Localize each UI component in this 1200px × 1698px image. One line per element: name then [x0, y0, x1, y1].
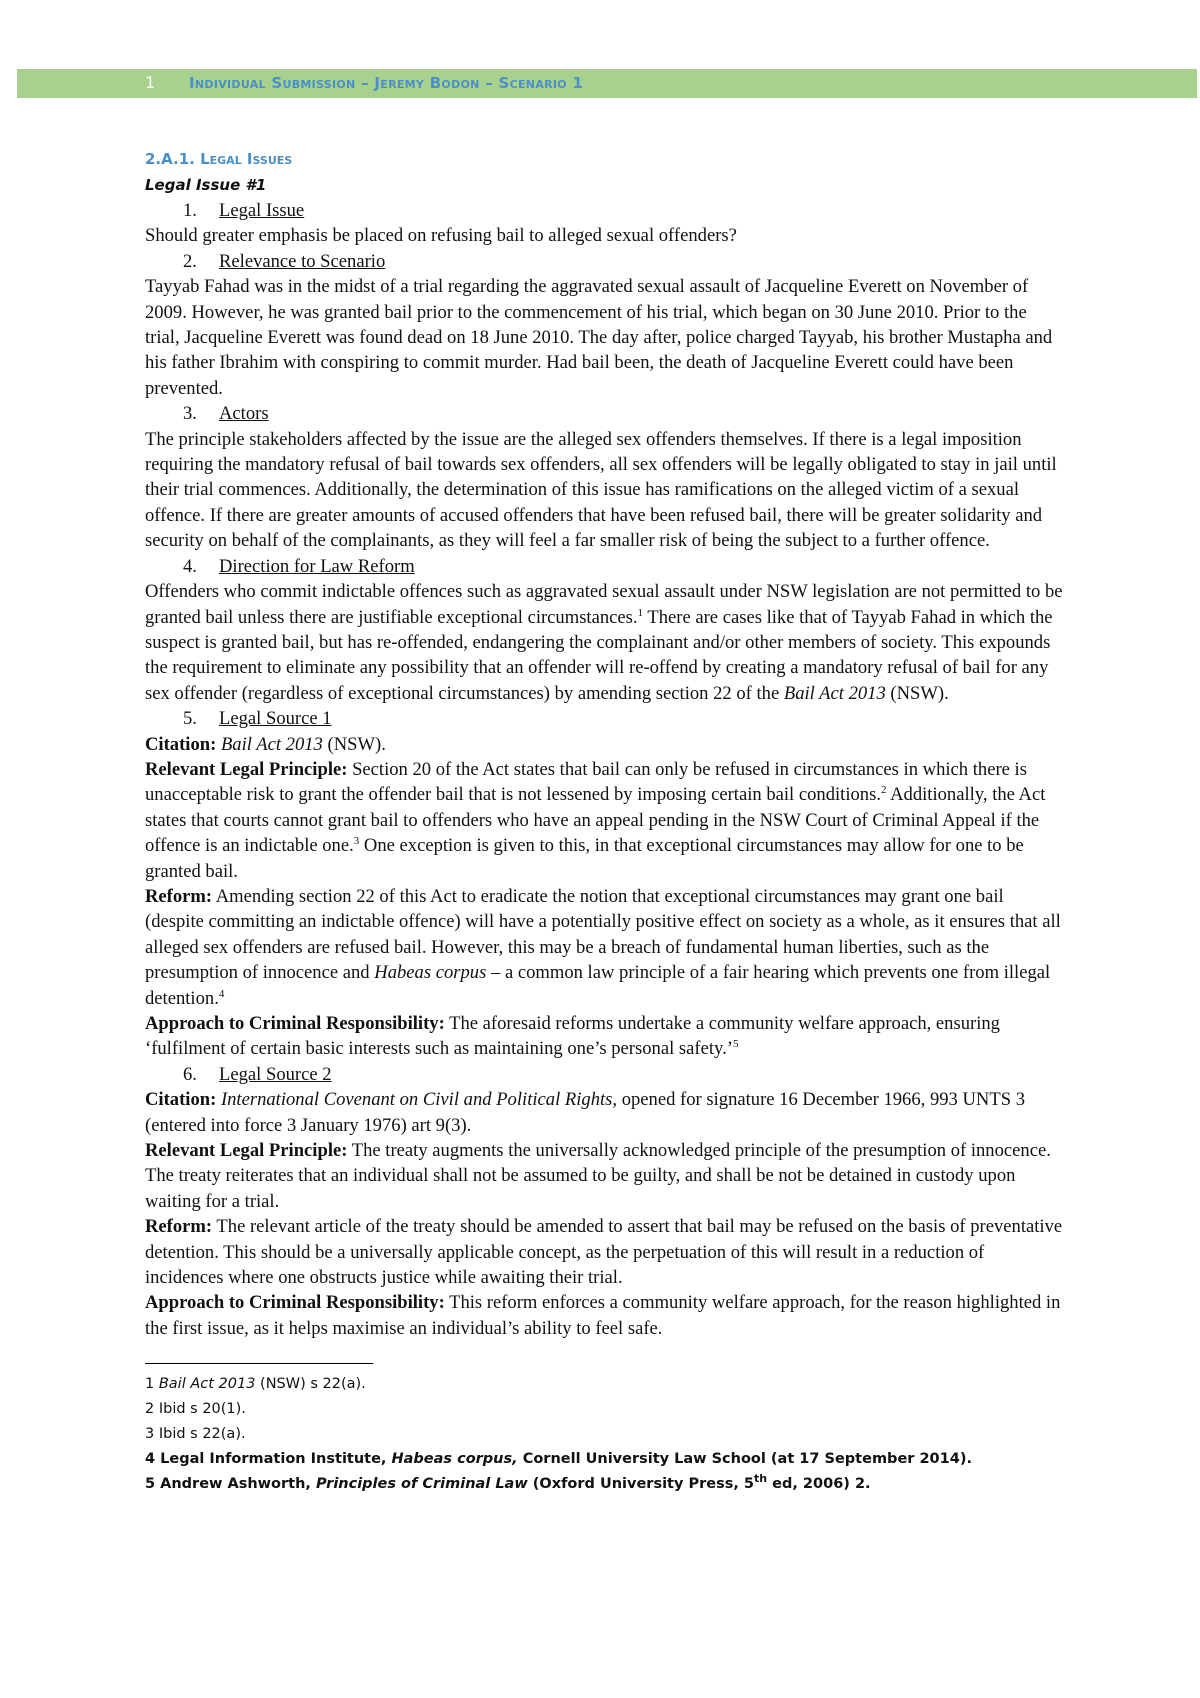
- footnote-1: 1 Bail Act 2013 (NSW) s 22(a).: [145, 1376, 366, 1393]
- heading-actors: 3. Actors: [183, 403, 269, 425]
- document-body: [145, 146, 1065, 1497]
- page-number: 1: [145, 73, 156, 92]
- footnotes: [145, 1372, 1065, 1497]
- source2-approach: Approach to Criminal Responsibility: This reform enforces a community welfare approach, for the reason highlighted in the first issue, as it helps maximise an individual’s ability to feel safe.: [145, 1292, 1061, 1339]
- source1-citation: Citation: Bail Act 2013 (NSW).: [145, 733, 386, 755]
- heading-relevance: 2. Relevance to Scenario: [183, 250, 386, 272]
- section-title: 2.A.1. Legal Issues: [145, 150, 293, 168]
- heading-direction-reform: 4. Direction for Law Reform: [183, 555, 415, 577]
- page-header: [17, 69, 1197, 98]
- footnote-ref-3: 3: [353, 834, 360, 847]
- source1-reform: Reform: Amending section 22 of this Act to eradicate the notion that exceptional circumstances may grant one bail (despite committing an indictable offence) will have a potentially positive effect on society as a whole, as it ensures that all alleged sex offenders are refused bail. However, this may be a breach of fundamental human liberties, such as the presumption of innocence and Habeas corpus – a common law principle of a fair hearing which prevents one from illegal detention.$^4$: [145, 885, 1061, 1009]
- source2-reform: Reform: The relevant article of the treaty should be amended to assert that bail may be refused on the basis of preventative detention. This should be a universally applicable concept, as the perpetuation of this will result in a reduction of incidences where one obstructs justice while awaiting their trial.: [145, 1216, 1063, 1289]
- footnote-4: 4 Legal Information Institute, Habeas corpus, Cornell University Law School (at 17 September 2014).: [145, 1451, 972, 1468]
- header-title: Individual Submission – Jeremy Bodon – Scenario 1: [189, 74, 584, 92]
- footnote-ref-2: 2: [880, 784, 887, 797]
- footnote-3: 3 Ibid s 22(a).: [145, 1426, 246, 1443]
- paragraph-legal-issue: Should greater emphasis be placed on refusing bail to alleged sexual offenders?: [145, 225, 737, 247]
- footnote-ref-5: 5: [732, 1038, 739, 1051]
- source1-principle: Relevant Legal Principle: Section 20 of the Act states that bail can only be refused in circumstances in which there is unacceptable risk to grant the offender bail that is not lessened by imposing certain bail conditions.$^2$ Additionally, the Act states that courts cannot grant bail to offenders who have an appeal pending in the NSW Court of Criminal Appeal if the offence is an indictable one.$^3$ One exception is given to this, in that exceptional circumstances may allow for one to be granted bail.: [145, 758, 1046, 882]
- footnote-5: 5 Andrew Ashworth, Principles of Criminal Law (Oxford University Press, 5th ed, 2006) 2.: [145, 1472, 871, 1493]
- paragraph-actors: The principle stakeholders affected by the issue are the alleged sex offenders themselves. If there is a legal imposition requiring the mandatory refusal of bail towards sex offenders, all sex offenders will be legally obligated to stay in jail until their trial commences. Additionally, the determination of this issue has ramifications on the alleged victim of a sexual offence. If there are greater amounts of accused offenders that have been refused bail, there will be greater solidarity and security on behalf of the complainants, as they will feel a far smaller risk of being the subject to a further offence.: [145, 428, 1057, 552]
- source2-principle: Relevant Legal Principle: The treaty augments the universally acknowledged principle of the presumption of innocence. The treaty reiterates that an individual shall not be assumed to be guilty, and shall be not be detained in custody upon waiting for a trial.: [145, 1140, 1051, 1212]
- heading-legal-source-1: 5. Legal Source 1: [183, 708, 332, 730]
- footnote-divider: [145, 1363, 373, 1364]
- footnote-ref-1: 1: [637, 606, 644, 619]
- paragraph-relevance: Tayyab Fahad was in the midst of a trial regarding the aggravated sexual assault of Jacqueline Everett on November of 2009. However, he was granted bail prior to the commencement of his trial, which began on 30 June 2010. Prior to the trial, Jacqueline Everett was found dead on 18 June 2010. The day after, police charged Tayyab, his brother Mustapha and his father Ibrahim with conspiring to commit murder. Had bail been, the death of Jacqueline Everett could have been prevented.: [145, 276, 1053, 399]
- footnote-2: 2 Ibid s 20(1).: [145, 1401, 246, 1418]
- source1-approach: Approach to Criminal Responsibility: The aforesaid reforms undertake a community welfare approach, ensuring ‘fulfilment of certain basic interests such as maintaining one’s personal safety.’$^5$: [145, 1013, 1000, 1060]
- issue-title: Legal Issue #1: [145, 176, 267, 194]
- footnote-ref-4: 4: [218, 987, 225, 1000]
- heading-legal-source-2: 6. Legal Source 2: [183, 1063, 332, 1085]
- paragraph-direction-reform: Offenders who commit indictable offences such as aggravated sexual assault under NSW legislation are not permitted to be granted bail unless there are justifiable exceptional circumstances.$^1$ There are cases like that of Tayyab Fahad in which the suspect is granted bail, but has re-offended, endangering the complainant and/or other members of society. This expounds the requirement to eliminate any possibility that an offender will re-offend by creating a mandatory refusal of bail for any sex offender (regardless of exceptional circumstances) by amending section 22 of the Bail Act 2013 (NSW).: [145, 581, 1063, 704]
- source2-citation: Citation: International Covenant on Civil and Political Rights, opened for signature 16 December 1966, 993 UNTS 3 (entered into force 3 January 1976) art 9(3).: [145, 1089, 1025, 1136]
- heading-legal-issue: 1. Legal Issue: [183, 200, 305, 221]
